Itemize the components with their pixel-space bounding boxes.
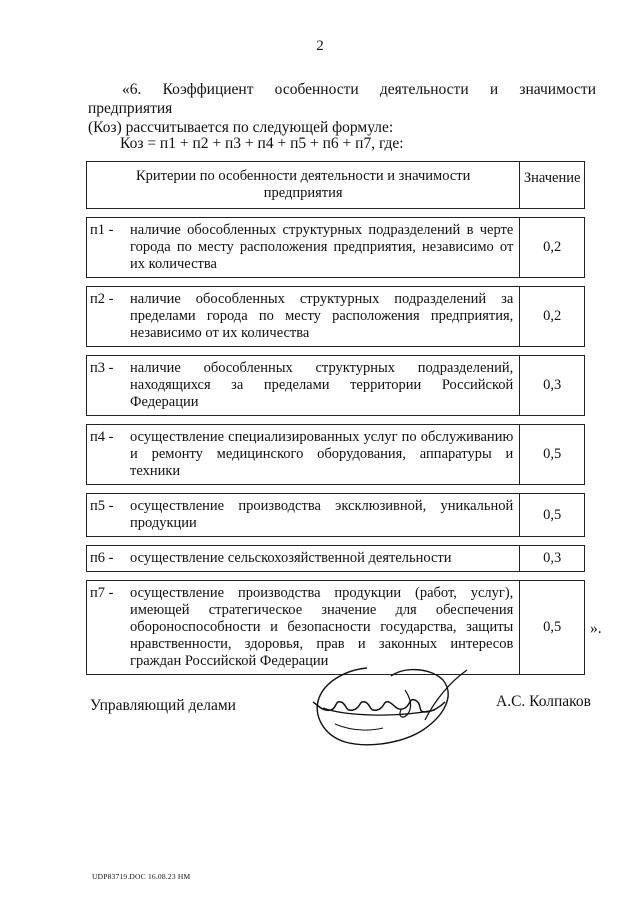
table-row xyxy=(87,494,585,537)
row-spacer xyxy=(87,347,585,356)
table-row xyxy=(87,546,585,572)
criterion-code: п4 - xyxy=(90,429,114,445)
criterion-text: наличие обособленных структурных подразделений за пределами города по месту расположения предприятия, независимо от их количества xyxy=(130,291,514,341)
criterion-text: наличие обособленных структурных подразделений, находящихся за пределами территории Российской Федерации xyxy=(130,360,514,410)
criterion-value: 0,5 xyxy=(520,581,585,675)
table-row xyxy=(87,356,585,416)
table-row xyxy=(87,218,585,278)
footer-file-code: UDP83719.DOC 16.08.23 HM xyxy=(92,872,191,881)
table-row xyxy=(87,287,585,347)
row-spacer xyxy=(87,537,585,546)
signature-role: Управляющий делами xyxy=(90,697,236,714)
intro-line-1: «6. Коэффициент особенности деятельности и значимости предприятия xyxy=(88,81,596,117)
criterion-code: п1 - xyxy=(90,222,114,238)
criterion-code: п5 - xyxy=(90,498,114,514)
criterion-code: п2 - xyxy=(90,291,114,307)
criterion-text: осуществление производства эксклюзивной, уникальной продукции xyxy=(130,498,514,531)
criterion-value: 0,2 xyxy=(520,218,585,278)
intro-paragraph xyxy=(88,80,596,137)
criterion-text: осуществление специализированных услуг по обслуживанию и ремонту медицинского оборудования, аппаратуры и техники xyxy=(130,429,514,479)
row-spacer xyxy=(87,416,585,425)
criterion-text: осуществление сельскохозяйственной деятельности xyxy=(130,550,452,566)
closing-quote: ». xyxy=(590,620,602,637)
criterion-value: 0,2 xyxy=(520,287,585,347)
intro-line-2: (Коз) рассчитывается по следующей формуле: xyxy=(88,119,394,136)
table-header-row xyxy=(87,162,585,209)
criterion-value: 0,5 xyxy=(520,494,585,537)
row-spacer xyxy=(87,572,585,581)
header-value: Значение xyxy=(520,162,585,209)
page-number: 2 xyxy=(316,38,324,54)
criterion-code: п6 - xyxy=(90,550,114,566)
formula: Коз = п1 + п2 + п3 + п4 + п5 + п6 + п7, где: xyxy=(120,135,404,152)
signature-name: А.С. Колпаков xyxy=(496,693,591,710)
row-spacer xyxy=(87,278,585,287)
criterion-value: 0,3 xyxy=(520,356,585,416)
criteria-table xyxy=(86,161,585,675)
table-row xyxy=(87,425,585,485)
row-spacer xyxy=(87,209,585,218)
criterion-text: осуществление производства продукции (работ, услуг), имеющей стратегическое значение для обеспечения обороноспособности и безопасности государства, защиты нравственности, здоровья, прав и законных интересов граждан Российской Федерации xyxy=(130,585,514,669)
signature-icon xyxy=(305,660,475,755)
criterion-value: 0,5 xyxy=(520,425,585,485)
header-criteria: Критерии по особенности деятельности и значимости предприятия xyxy=(87,162,520,209)
criterion-value: 0,3 xyxy=(520,546,585,572)
row-spacer xyxy=(87,485,585,494)
criterion-code: п7 - xyxy=(90,585,114,601)
criterion-code: п3 - xyxy=(90,360,114,376)
criterion-text: наличие обособленных структурных подразделений в черте города по месту расположения предприятия, независимо от их количества xyxy=(130,222,514,272)
